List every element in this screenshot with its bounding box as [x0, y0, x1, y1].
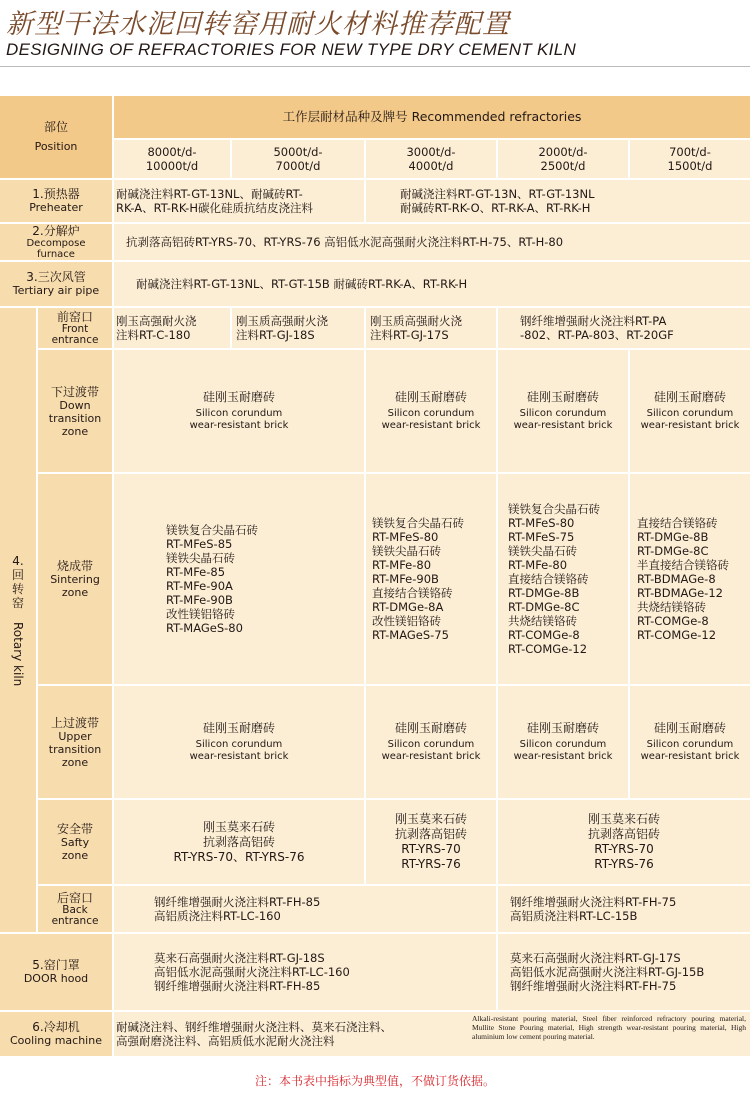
capacity-col-4: 2000t/d- 2500t/d — [498, 140, 628, 178]
safety-c1: 刚玉莫来石砖 抗剥落高铝砖 RT-YRS-70、RT-YRS-76 — [114, 800, 364, 884]
upper-en: Upper transition zone — [48, 729, 102, 769]
lower-c2 — [366, 350, 496, 472]
page-subtitle: DESIGNING OF REFRACTORIES FOR NEW TYPE DRY CEMENT KILN — [6, 40, 577, 59]
upper-c3-cn: 硅刚玉耐磨砖 — [526, 721, 599, 735]
lower-c2-en: Silicon corundum wear-resistant brick — [381, 408, 481, 431]
front-en: Front entrance — [51, 323, 99, 346]
decompose-cn: 2.分解炉 — [32, 224, 80, 238]
front-c2: 刚玉质高强耐火浇 注料RT-GJ-18S — [232, 308, 364, 348]
safety-c2: 刚玉莫来石砖 抗剥落高铝砖 RT-YRS-70 RT-YRS-76 — [366, 800, 496, 884]
upper-c4-cn: 硅刚玉耐磨砖 — [653, 721, 726, 735]
cooling-en: Cooling machine — [10, 1034, 102, 1047]
sintering-en: Sintering zone — [50, 573, 100, 599]
upper-c1 — [114, 686, 364, 798]
tertiary-value: 耐碱浇注料RT-GT-13NL、RT-GT-15B 耐碱砖RT-RK-A、RT-RK-H — [114, 262, 750, 306]
door-c1: 莫来石高强耐火浇注料RT-GJ-18S 高铝低水泥高强耐火浇注料RT-LC-160 钢纤维增强耐火浇注料RT-FH-85 — [114, 934, 496, 1010]
front-entrance-label — [38, 308, 112, 348]
lower-cn: 下过渡带 — [50, 384, 99, 399]
front-c3: 刚玉质高强耐火浇 注料RT-GJ-17S — [366, 308, 496, 348]
sintering-cn: 烧成带 — [56, 559, 93, 573]
preheater-large: 耐碱浇注料RT-GT-13NL、耐碱砖RT- RK-A、RT-RK-H碳化硅质抗结皮浇注料 — [114, 180, 364, 222]
recommended-header: 工作层耐材品种及牌号 Recommended refractories — [114, 96, 750, 138]
rotary-kiln-label — [0, 308, 36, 932]
tertiary-en: Tertiary air pipe — [12, 284, 100, 297]
upper-c3 — [498, 686, 628, 798]
lower-c1-cn: 硅刚玉耐磨砖 — [202, 390, 275, 404]
sintering-c2: 镁铁复合尖晶石砖 RT-MFeS-80 镁铁尖晶石砖 RT-MFe-80 RT-MFe-90B 直接结合镁铬砖 RT-DMGe-8A 改性镁铝铬砖 RT-MAGeS-75 — [366, 474, 496, 684]
back-cn: 后窑口 — [56, 891, 93, 905]
upper-c2 — [366, 686, 496, 798]
decompose-value: 抗剥落高铝砖RT-YRS-70、RT-YRS-76 高铝低水泥高强耐火浇注料RT-H-75、RT-H-80 — [114, 224, 750, 260]
capacity-col-2: 5000t/d- 7000t/d — [232, 140, 364, 178]
upper-transition-label — [38, 686, 112, 798]
cooling-cn: 6.冷却机 — [32, 1020, 80, 1034]
lower-c2-cn: 硅刚玉耐磨砖 — [394, 390, 467, 404]
capacity-col-1: 8000t/d- 10000t/d — [114, 140, 230, 178]
back-en: Back entrance — [51, 904, 99, 927]
tertiary-label — [0, 262, 112, 306]
door-hood-label — [0, 934, 112, 1010]
upper-c3-en: Silicon corundum wear-resistant brick — [513, 739, 613, 762]
position-header — [0, 96, 112, 178]
lower-c4 — [630, 350, 750, 472]
capacity-col-3: 3000t/d- 4000t/d — [366, 140, 496, 178]
sintering-c1: 镁铁复合尖晶石砖 RT-MFeS-85 镁铁尖晶石砖 RT-MFe-85 RT-MFe-90A RT-MFe-90B 改性镁铝铬砖 RT-MAGeS-80 — [114, 474, 364, 684]
header-divider — [0, 66, 750, 67]
upper-cn: 上过渡带 — [50, 715, 99, 730]
lower-c1-en: Silicon corundum wear-resistant brick — [189, 408, 289, 431]
safety-cn: 安全带 — [56, 822, 93, 836]
door-c2: 莫来石高强耐火浇注料RT-GJ-17S 高铝低水泥高强耐火浇注料RT-GJ-15B 钢纤维增强耐火浇注料RT-FH-75 — [498, 934, 750, 1010]
upper-c4-en: Silicon corundum wear-resistant brick — [640, 739, 740, 762]
upper-c1-cn: 硅刚玉耐磨砖 — [202, 721, 275, 735]
page-title: 新型干法水泥回转窑用耐火材料推荐配置 — [6, 9, 510, 40]
front-c4: 钢纤维增强耐火浇注料RT-PA -802、RT-PA-803、RT-20GF — [498, 308, 750, 348]
lower-c4-en: Silicon corundum wear-resistant brick — [640, 408, 740, 431]
capacity-col-5: 700t/d- 1500t/d — [630, 140, 750, 178]
back-entrance-label — [38, 886, 112, 932]
position-header-en: Position — [34, 140, 78, 153]
lower-c3-cn: 硅刚玉耐磨砖 — [526, 390, 599, 404]
back-c2: 钢纤维增强耐火浇注料RT-FH-75 高铝质浇注料RT-LC-15B — [498, 886, 750, 932]
cooling-cn-value: 耐碱浇注料、钢纤维增强耐火浇注料、莫来石浇注料、 高强耐磨浇注料、高铝质低水泥耐火浇注料 — [114, 1012, 470, 1056]
lower-transition-label — [38, 350, 112, 472]
lower-c4-cn: 硅刚玉耐磨砖 — [653, 390, 726, 404]
upper-c1-en: Silicon corundum wear-resistant brick — [189, 739, 289, 762]
preheater-en: Preheater — [29, 201, 83, 214]
rotary-kiln-en: Rotary kiln — [11, 621, 25, 687]
safety-en: Safty zone — [60, 836, 90, 862]
upper-c2-cn: 硅刚玉耐磨砖 — [394, 721, 467, 735]
sintering-c3: 镁铁复合尖晶石砖 RT-MFeS-80 RT-MFeS-75 镁铁尖晶石砖 RT-MFe-80 直接结合镁铬砖 RT-DMGe-8B RT-DMGe-8C 共烧结镁铬砖 RT-COMGe-8 RT-COMGe-12 — [498, 474, 628, 684]
sintering-label — [38, 474, 112, 684]
preheater-label — [0, 180, 112, 222]
upper-c2-en: Silicon corundum wear-resistant brick — [381, 739, 481, 762]
front-cn: 前窑口 — [56, 310, 93, 324]
lower-en: Down transition zone — [48, 398, 102, 438]
lower-c1 — [114, 350, 364, 472]
door-en: DOOR hood — [23, 972, 89, 985]
rotary-kiln-cn: 4. 回 转 窑 — [11, 553, 24, 610]
lower-c3-en: Silicon corundum wear-resistant brick — [513, 408, 613, 431]
sintering-c4: 直接结合镁铬砖 RT-DMGe-8B RT-DMGe-8C 半直接结合镁铬砖 RT-BDMAGe-8 RT-BDMAGe-12 共烧结镁铬砖 RT-COMGe-8 RT-COMGe-12 — [630, 474, 750, 684]
footnote: 注：本书表中指标为典型值，不做订货依据。 — [254, 1074, 495, 1088]
preheater-small: 耐碱浇注料RT-GT-13N、RT-GT-13NL 耐碱砖RT-RK-O、RT-RK-A、RT-RK-H — [366, 180, 750, 222]
cooling-en-value: Alkali-resistant pouring material, Steel fiber reinforced refractory pouring material, Mullite Stone Pouring material, High strength wear-resistant pouring material, High aluminium low cement pouring material. — [470, 1012, 750, 1056]
cooling-label — [0, 1012, 112, 1056]
decompose-en: Decompose furnace — [26, 238, 86, 260]
position-header-cn: 部位 — [43, 120, 68, 134]
preheater-cn: 1.预热器 — [32, 187, 80, 201]
door-cn: 5.窑门罩 — [32, 958, 80, 972]
lower-c3 — [498, 350, 628, 472]
tertiary-cn: 3.三次风管 — [26, 270, 86, 284]
back-c1: 钢纤维增强耐火浇注料RT-FH-85 高铝质浇注料RT-LC-160 — [114, 886, 496, 932]
upper-c4 — [630, 686, 750, 798]
safety-c3: 刚玉莫来石砖 抗剥落高铝砖 RT-YRS-70 RT-YRS-76 — [498, 800, 750, 884]
decompose-label — [0, 224, 112, 260]
front-c1: 刚玉高强耐火浇 注料RT-C-180 — [114, 308, 230, 348]
safety-zone-label — [38, 800, 112, 884]
